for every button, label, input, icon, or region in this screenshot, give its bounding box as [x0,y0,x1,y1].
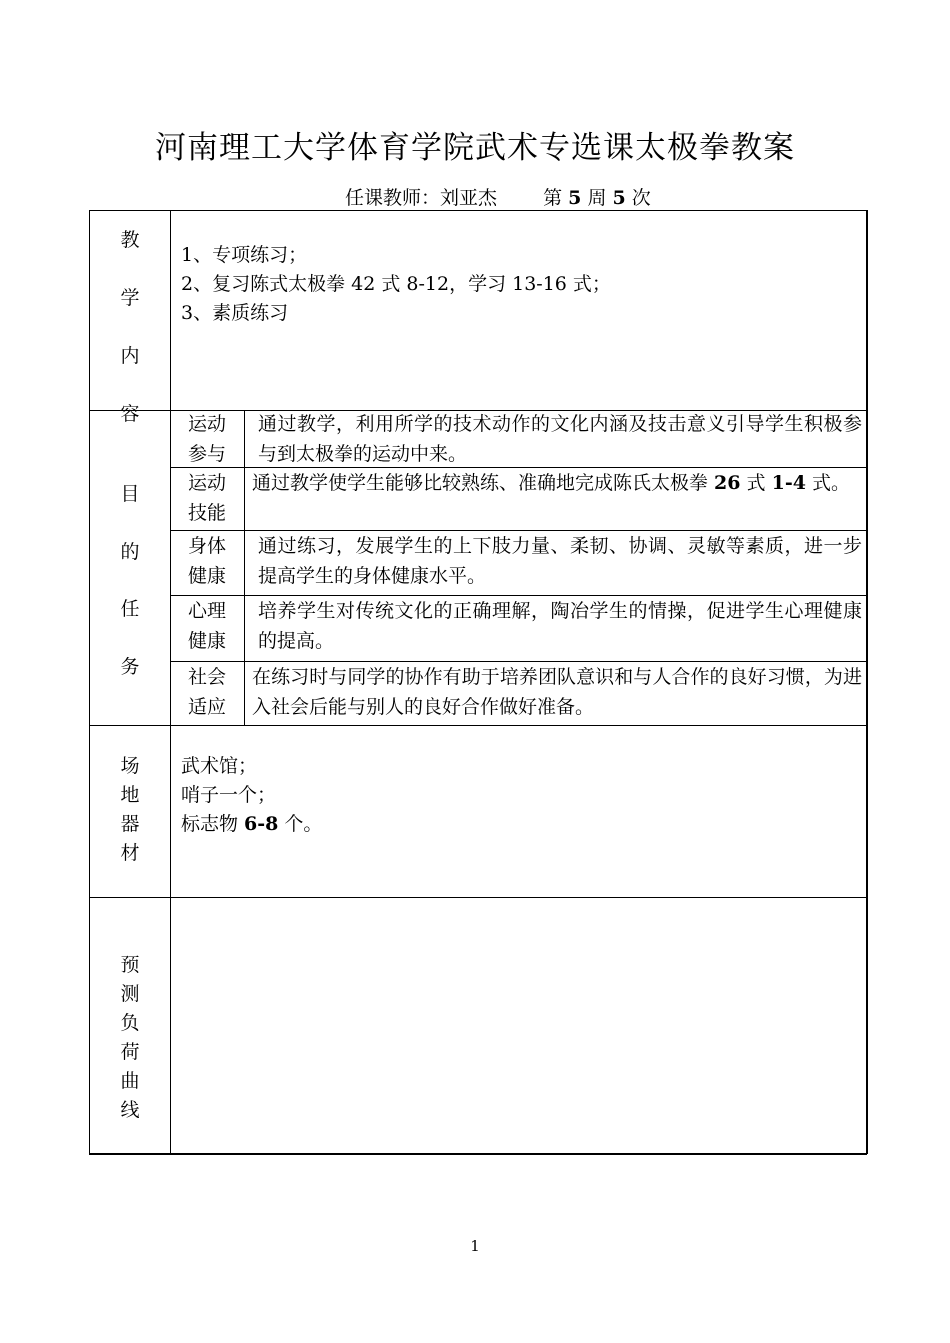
label-line: 适应 [187,696,226,718]
label-char: 学 [120,287,140,309]
session-number: 5 [612,187,626,209]
list-item: 3、素质练习 [181,302,289,324]
label-char: 的 [120,540,140,563]
page-number: 1 [470,1237,480,1255]
list-item: 哨子一个； [181,784,277,806]
label-char: 器 [120,813,140,835]
text-number: 1-4 [771,472,806,494]
section-divider [89,897,867,898]
venue-equipment-list [181,752,861,839]
label-line: 心理 [187,600,226,622]
venue-equipment-label [90,752,170,868]
objective-text-social-adaptation: 在练习时与同学的协作有助于培养团队意识和与人合作的良好习惯，为进入社会后能与别人的良好合作做好准备。 [252,666,862,718]
objective-label-mental-health [172,596,242,656]
objective-text-mental-health: 培养学生对传统文化的正确理解，陶冶学生的情操，促进学生心理健康的提高。 [258,600,862,652]
objective-text-physical-health: 通过练习，发展学生的上下肢力量、柔韧、协调、灵敏等素质，进一步提高学生的身体健康水平。 [258,535,862,587]
label-line: 运动 [187,472,226,494]
week-suffix: 周 [587,187,607,209]
label-char: 任 [120,598,140,620]
objective-label-divider [244,410,245,725]
text-segment: 式。 [805,472,850,494]
label-line: 健康 [187,630,226,652]
text-number: 26 [714,472,741,494]
list-item [181,810,861,839]
text-segment: 式 [740,472,772,494]
text-segment: 个。 [278,813,323,835]
label-line: 技能 [187,502,226,524]
table-right-border [866,210,868,1154]
list-item: 武术馆； [181,755,258,777]
label-line: 身体 [187,535,226,557]
text-segment: 标志物 [181,813,245,835]
label-line: 社会 [187,666,226,688]
label-char: 线 [120,1099,140,1121]
objective-label-skill [172,468,242,528]
label-column-divider [170,210,171,1154]
week-prefix: 第 [543,187,563,209]
label-char: 内 [120,345,140,367]
label-line: 健康 [187,565,226,587]
objective-label-social-adaptation [172,662,242,722]
load-curve-label [90,951,170,1125]
teacher-label: 任课教师：刘亚杰 [345,187,498,209]
label-char: 负 [120,1012,140,1034]
label-char: 曲 [120,1070,140,1092]
week-number: 5 [568,187,582,209]
table-top-border [89,210,867,211]
session-suffix: 次 [631,187,651,209]
teaching-content-label [90,211,170,443]
objective-label-physical-health [172,531,242,591]
objectives-label [90,466,170,696]
label-char: 务 [120,655,140,678]
document-title: 河南理工大学体育学院武术专选课太极拳教案 [155,130,795,166]
label-char: 场 [120,755,140,777]
label-char: 测 [120,983,140,1005]
objective-text-participation: 通过教学，利用所学的技术动作的文化内涵及技击意义引导学生积极参与到太极拳的运动中来。 [258,413,862,465]
section-divider [89,725,867,726]
label-char: 容 [120,403,140,425]
label-char: 材 [120,842,140,864]
label-char: 教 [120,229,140,251]
text-segment: 通过教学使学生能够比较熟练、准确地完成陈氏太极拳 [252,472,715,494]
list-item: 1、专项练习； [181,244,308,266]
objective-label-participation [172,409,242,469]
label-char: 地 [120,784,140,806]
teacher-week-line [345,183,651,210]
label-char: 荷 [120,1041,140,1063]
table-bottom-border [89,1153,867,1155]
label-char: 预 [120,954,140,976]
label-line: 运动 [187,413,226,435]
label-line: 参与 [187,443,226,465]
label-char: 目 [120,483,140,505]
text-number: 6-8 [244,813,279,835]
list-item: 2、复习陈式太极拳 42 式 8-12，学习 13-16 式； [181,273,611,295]
objective-text-skill [252,468,862,498]
teaching-content-list [181,241,861,328]
